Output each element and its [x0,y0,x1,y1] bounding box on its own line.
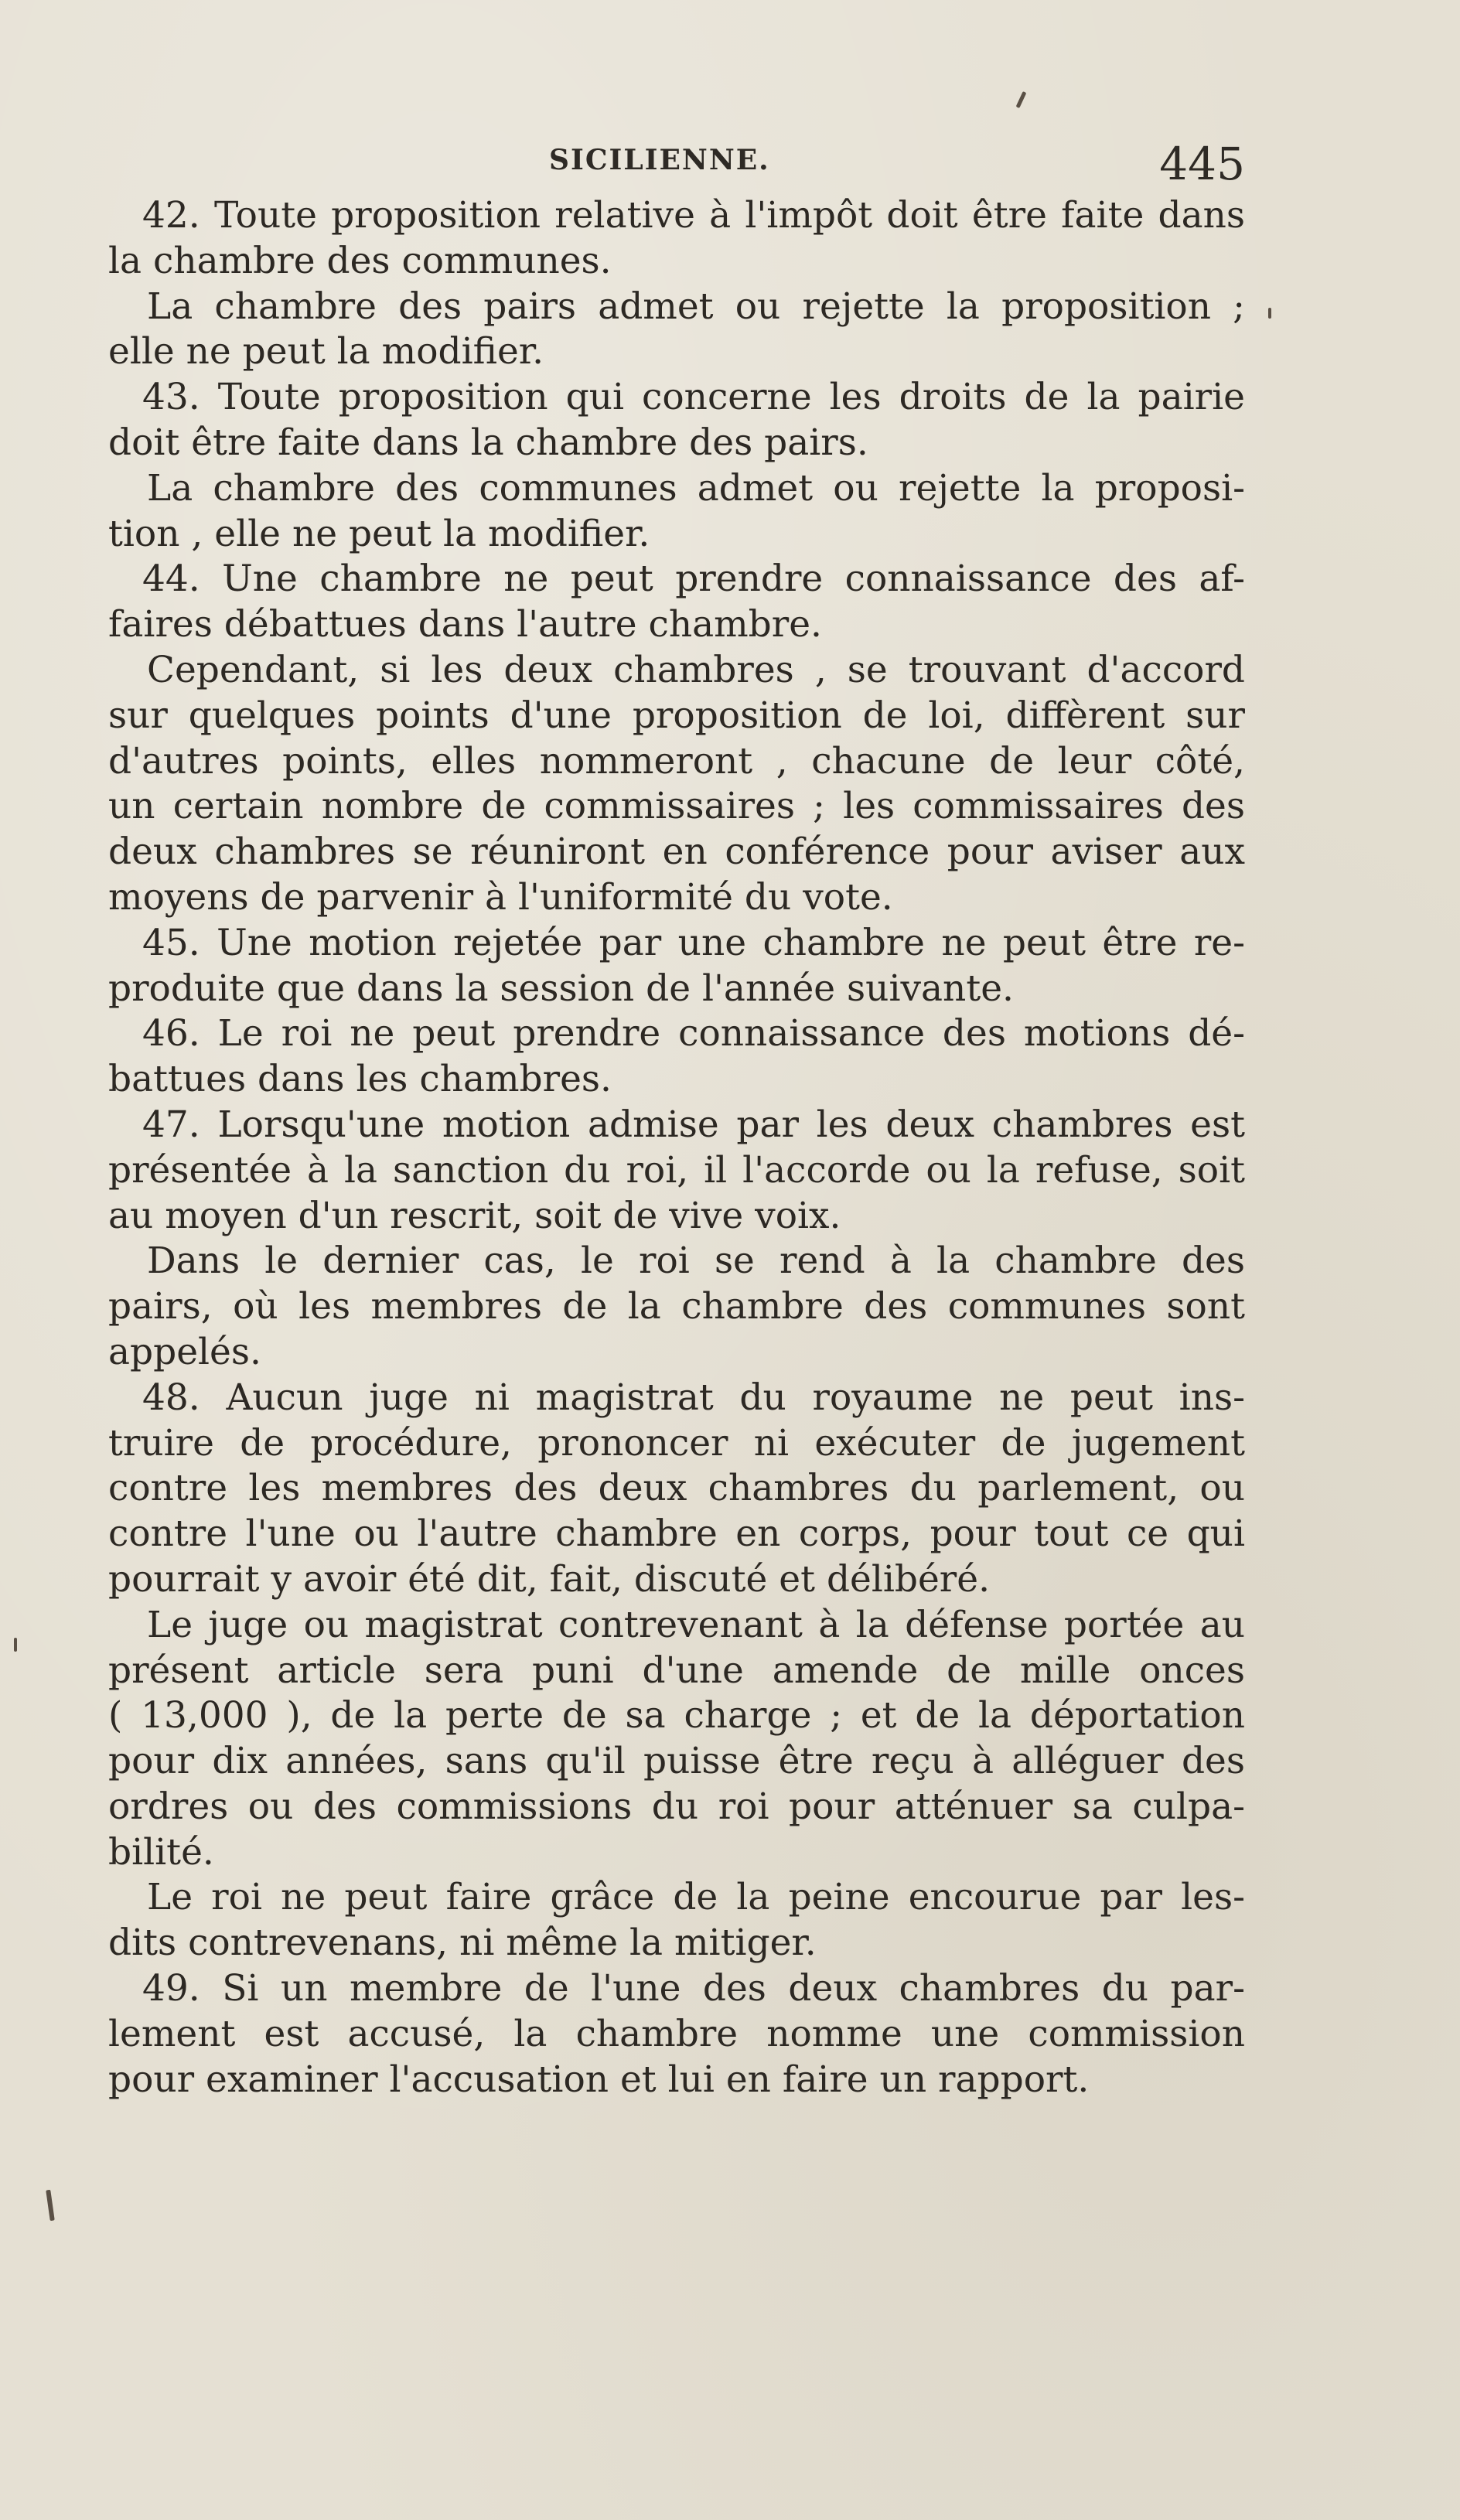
text-line: pairs, où les membres de la chambre des communes sont [108,1285,1245,1328]
text-line: pourrait y avoir été dit, fait, discuté et délibéré. [108,1557,991,1601]
text-line: battues dans les chambres. [108,1058,612,1101]
text-line: 48. Aucun juge ni magistrat du royaume ne peut ins- [142,1376,1245,1419]
text-line: Le juge ou magistrat contrevenant à la défense portée au [147,1603,1245,1646]
text-line: bilité. [108,1830,214,1874]
text-line: un certain nombre de commissaires ; les commissaires des [108,785,1245,828]
text-line: deux chambres se réuniront en conférence pour aviser aux [108,830,1245,874]
text-line: La chambre des communes admet ou rejette la proposi- [147,466,1245,510]
text-line: truire de procédure, prononcer ni exécuter de jugement [108,1421,1245,1465]
text-line: 44. Une chambre ne peut prendre connaissance des af- [142,558,1245,601]
paper-speck [46,2190,55,2221]
page-number: 445 [1159,138,1245,190]
text-line: moyens de parvenir à l'uniformité du vote. [108,875,893,919]
text-line: Dans le dernier cas, le roi se rend à la chambre des [147,1240,1245,1283]
text-line: Cependant, si les deux chambres , se trouvant d'accord [147,648,1245,691]
text-line: ordres ou des commissions du roi pour atténuer sa culpa- [108,1785,1245,1828]
text-line: appelés. [108,1330,261,1373]
text-line: contre les membres des deux chambres du parlement, ou [108,1467,1245,1510]
running-head: SICILIENNE. [549,144,770,176]
text-line: lement est accusé, la chambre nomme une commission [108,2012,1245,2055]
text-line: dits contrevenans, ni même la mitiger. [108,1922,817,1965]
paper-speck [1268,308,1271,319]
text-line: ( 13,000 ), de la perte de sa charge ; et de la déportation [108,1694,1245,1737]
text-line: La chambre des pairs admet ou rejette la proposition ; [147,285,1245,328]
text-line: 49. Si un membre de l'une des deux chambres du par- [142,1967,1245,2010]
text-line: la chambre des communes. [108,239,612,282]
text-line: 46. Le roi ne peut prendre connaissance des motions dé- [142,1012,1245,1055]
text-line: d'autres points, elles nommeront , chacune de leur côté, [108,739,1245,783]
text-line: 45. Une motion rejetée par une chambre ne peut être re- [142,921,1245,964]
text-line: pour examiner l'accusation et lui en faire un rapport. [108,2058,1090,2101]
text-line: Le roi ne peut faire grâce de la peine encourue par les- [147,1876,1245,1919]
text-line: tion , elle ne peut la modifier. [108,512,650,555]
paper-speck [1016,91,1027,108]
text-line: présentée à la sanction du roi, il l'accorde ou la refuse, soit [108,1148,1245,1192]
text-line: présent article sera puni d'une amende de mille onces [108,1649,1245,1692]
text-line: produite que dans la session de l'année suivante. [108,967,1014,1010]
page-header [116,138,1245,192]
body-text [108,193,1245,2102]
text-line: 43. Toute proposition qui concerne les droits de la pairie [142,376,1245,419]
text-line: pour dix années, sans qu'il puisse être reçu à alléguer des [108,1740,1245,1783]
text-line: contre l'une ou l'autre chambre en corps, pour tout ce qui [108,1512,1245,1556]
text-line: 42. Toute proposition relative à l'impôt doit être faite dans [142,194,1245,237]
text-line: sur quelques points d'une proposition de loi, diffèrent sur [108,694,1245,737]
text-line: au moyen d'un rescrit, soit de vive voix. [108,1194,841,1237]
text-line: 47. Lorsqu'une motion admise par les deux chambres est [142,1103,1245,1146]
paper-speck [14,1638,17,1652]
text-line: faires débattues dans l'autre chambre. [108,603,822,646]
text-line: elle ne peut la modifier. [108,330,544,373]
text-line: doit être faite dans la chambre des pairs. [108,421,868,464]
